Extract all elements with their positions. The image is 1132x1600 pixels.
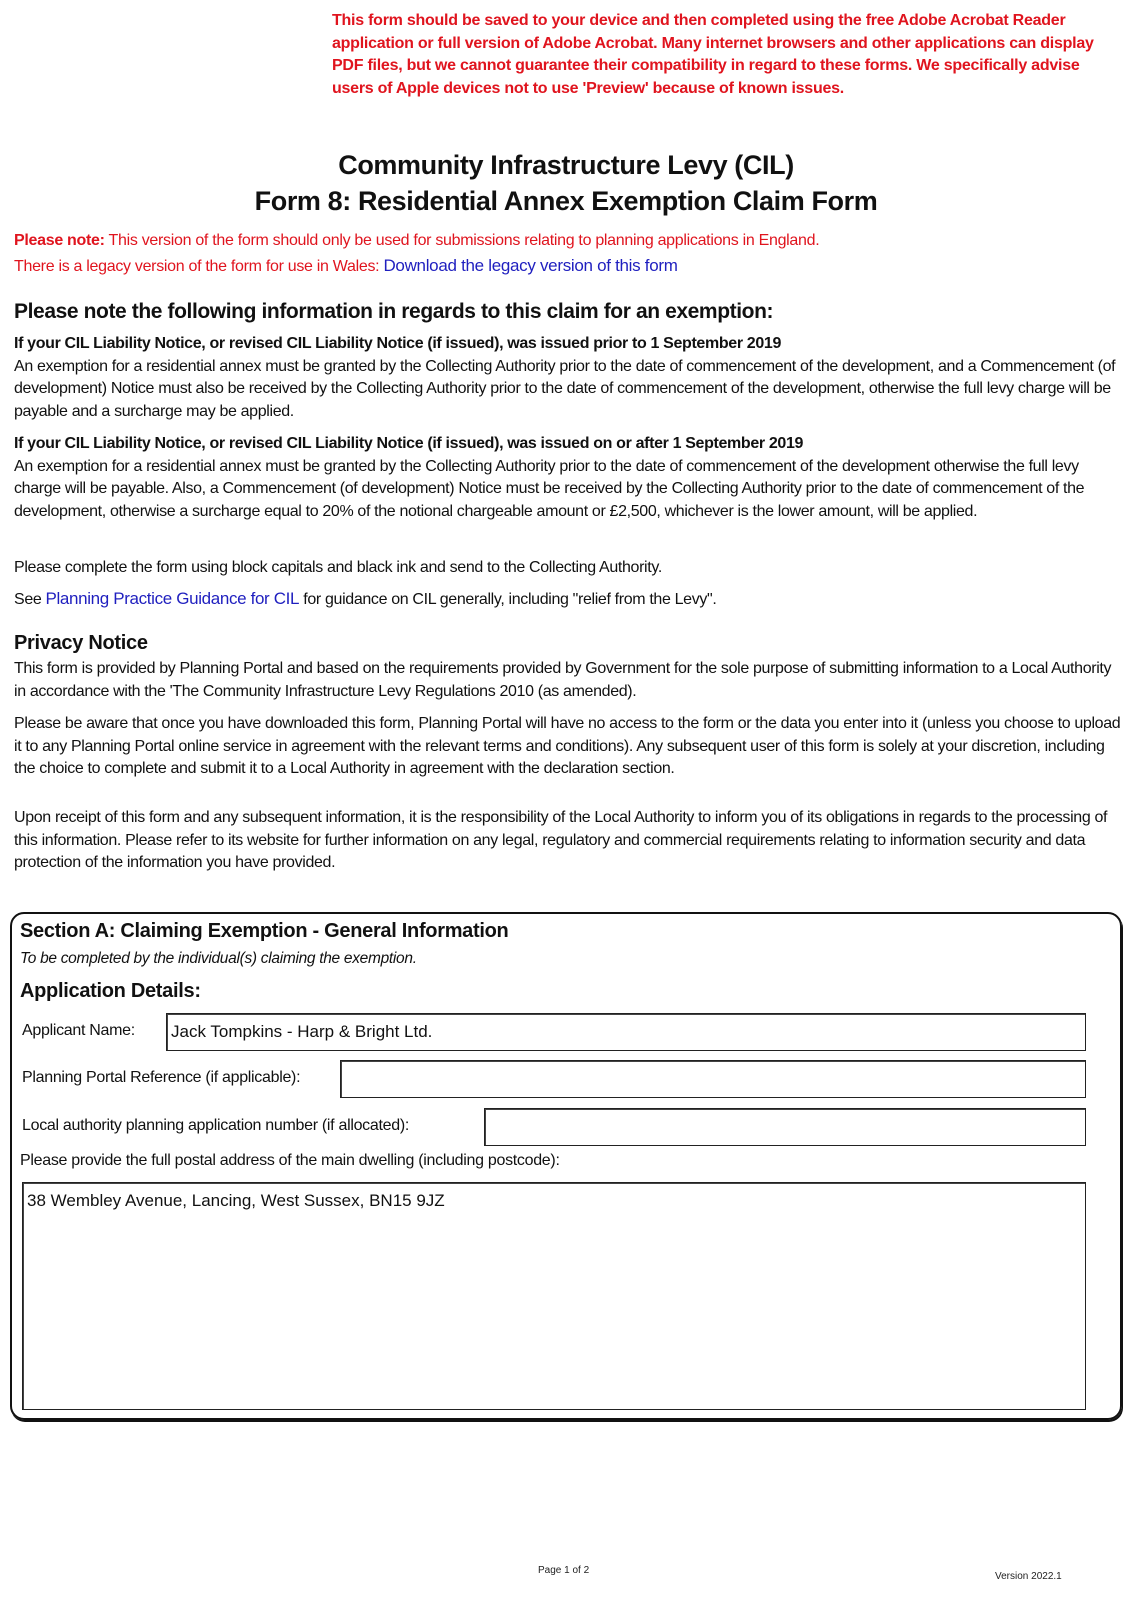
address-label: Please provide the full postal address of the main dwelling (including postcode): (20, 1152, 560, 1169)
la-application-number-field[interactable] (484, 1108, 1086, 1146)
portal-reference-label: Planning Portal Reference (if applicable): (22, 1069, 301, 1086)
section-a-title: Section A: Claiming Exemption - General Information (20, 920, 509, 942)
section-a (10, 912, 1122, 1420)
guidance-suffix: for guidance on CIL generally, including "relief from the Levy". (299, 591, 717, 608)
la-application-number-label: Local authority planning application number (if allocated): (22, 1117, 409, 1134)
privacy-p3: Upon receipt of this form and any subsequent information, it is the responsibility of the Local Authority to inform you of its obligations in regards to the processing of this information. Please refer to its website for further information on any legal, regulatory and commercial requirements relating to information security and data protection of the information you have provided. (14, 809, 1108, 871)
info-block-1 (14, 333, 1124, 423)
privacy-heading: Privacy Notice (14, 632, 148, 654)
info-block-2 (14, 433, 1124, 523)
compatibility-warning: This form should be saved to your device and then completed using the free Adobe Acrobat Reader application or full version of Adobe Acrobat. Many internet browsers and other applications can display PDF files, but we cannot guarantee their compatibility in regard to these forms. We specifically advise users of Apple devices not to use 'Preview' because of known issues. (332, 12, 1094, 97)
wales-note-text: There is a legacy version of the form for use in Wales: (14, 258, 384, 275)
info-block-1-heading: If your CIL Liability Notice, or revised CIL Liability Notice (if issued), was issued prior to 1 September 2019 (14, 335, 781, 352)
address-field[interactable]: 38 Wembley Avenue, Lancing, West Sussex, BN15 9JZ (22, 1182, 1086, 1410)
guidance-link[interactable]: Planning Practice Guidance for CIL (45, 589, 300, 608)
page-number: Page 1 of 2 (538, 1565, 590, 1576)
applicant-name-field[interactable]: Jack Tompkins - Harp & Bright Ltd. (166, 1013, 1086, 1051)
please-note-label: Please note: (14, 232, 105, 249)
info-block-1-text: An exemption for a residential annex must be granted by the Collecting Authority prior to the date of commencement of the development, and a Commencement (of development) Notice must also be received by the Collecting Authority prior to the date of commencement of the development, otherwise the full levy charge will be payable and a surcharge may be applied. (14, 357, 1116, 420)
privacy-p2: Please be aware that once you have downloaded this form, Planning Portal will have no access to the form or the data you enter into it (unless you choose to upload it to any Planning Portal online service in agreement with the relevant terms and conditions). Any subsequent user of this form is solely at your discretion, including the choice to complete and submit it to a Local Authority in agreement with the declaration section. (14, 715, 1121, 777)
england-note (14, 232, 819, 250)
england-note-text: This version of the form should only be used for submissions relating to planning applications in England. (104, 232, 820, 249)
section-a-subtitle: To be completed by the individual(s) claiming the exemption. (20, 950, 417, 967)
form-title-line2: Form 8: Residential Annex Exemption Claim Form (254, 186, 878, 216)
info-heading: Please note the following information in regards to this claim for an exemption: (14, 300, 774, 323)
form-title-line1: Community Infrastructure Levy (CIL) (338, 150, 794, 180)
info-block-2-heading: If your CIL Liability Notice, or revised CIL Liability Notice (if issued), was issued on or after 1 September 2019 (14, 435, 804, 452)
guidance-line (14, 588, 1124, 612)
version-label: Version 2022.1 (995, 1571, 1062, 1582)
application-details-heading: Application Details: (20, 980, 201, 1002)
applicant-name-label: Applicant Name: (22, 1022, 135, 1039)
block-capitals-instruction: Please complete the form using block capitals and black ink and send to the Collecting Authority. (14, 559, 662, 576)
wales-note (14, 256, 678, 276)
legacy-form-link[interactable]: Download the legacy version of this form (383, 256, 678, 275)
info-block-2-text: An exemption for a residential annex must be granted by the Collecting Authority prior to the date of commencement of the development otherwise the full levy charge will be payable. Also, a Commencement (of development) Notice must be received by the Collecting Authority prior to the date of commencement of the development, otherwise a surcharge equal to 20% of the notional chargeable amount or £2,500, whichever is the lower amount, will be applied. (14, 457, 1085, 520)
guidance-prefix: See (14, 591, 46, 608)
portal-reference-field[interactable] (340, 1060, 1086, 1098)
privacy-p1: This form is provided by Planning Portal and based on the requirements provided by Government for the sole purpose of submitting information to a Local Authority in accordance with the 'The Community Infrastructure Levy Regulations 2010 (as amended). (14, 660, 1112, 700)
